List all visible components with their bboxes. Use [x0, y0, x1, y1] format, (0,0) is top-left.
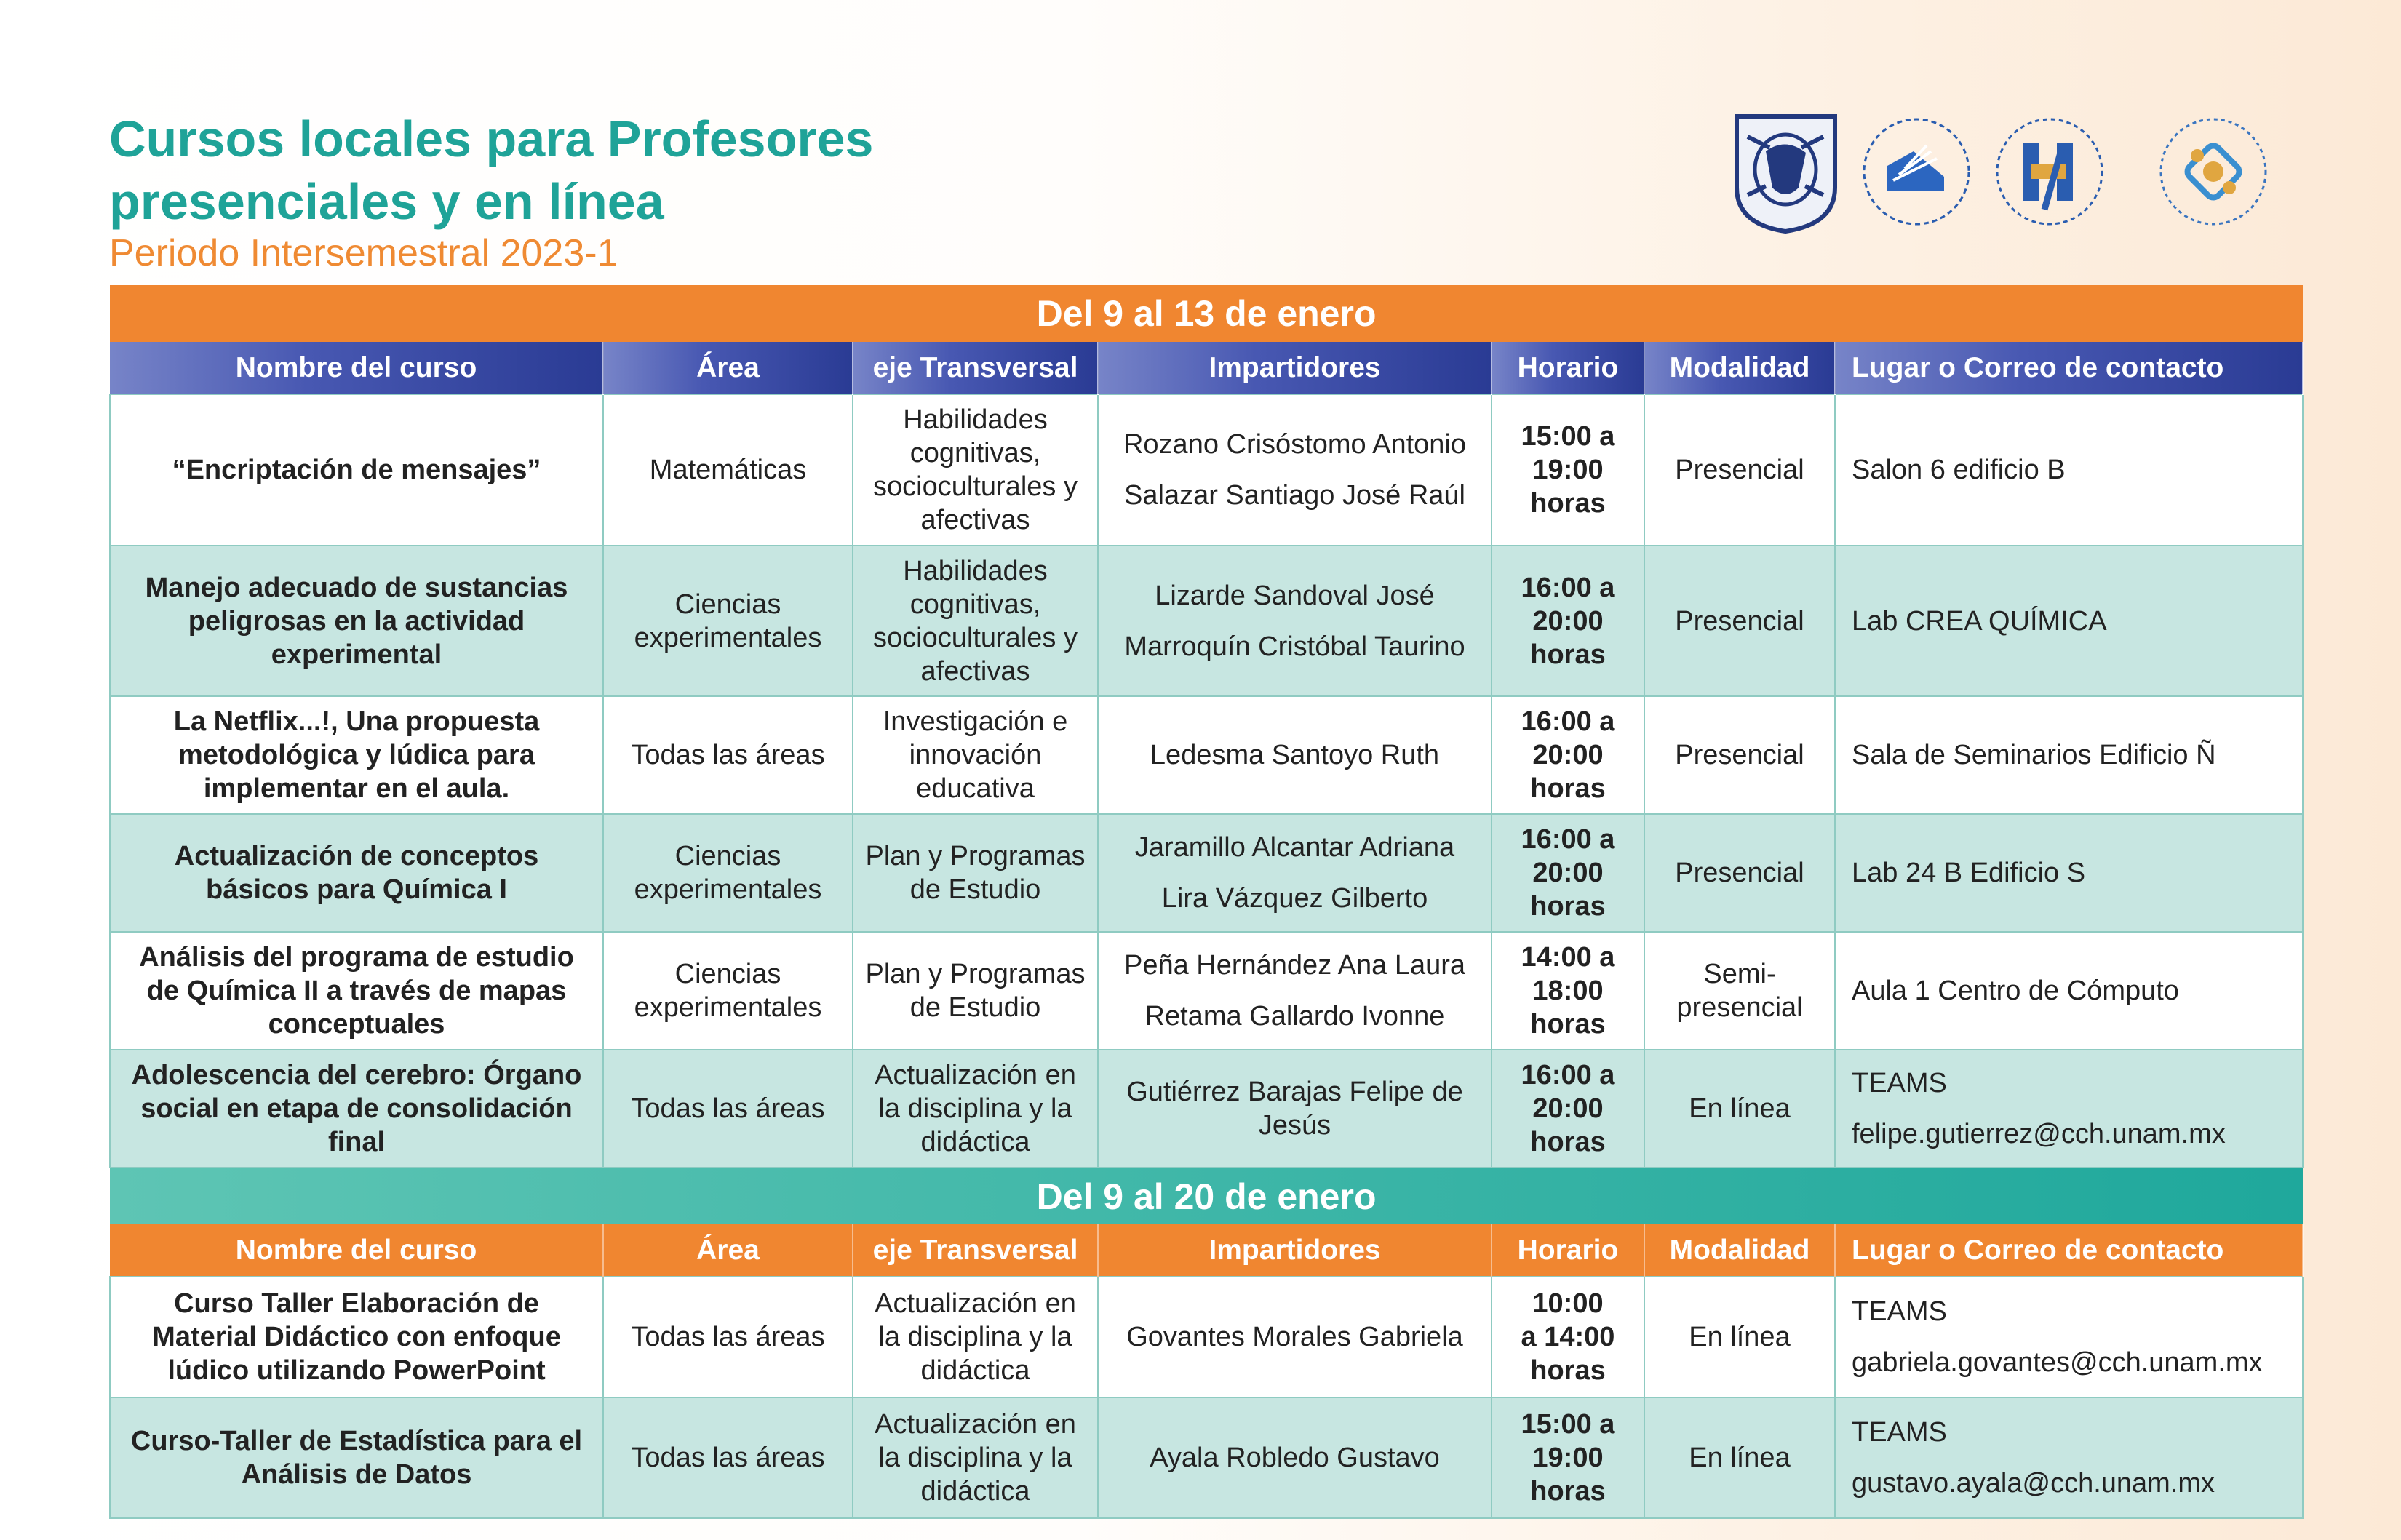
page-title-line-2: presenciales y en línea [109, 173, 664, 230]
course-location [1835, 546, 2303, 696]
page-title-line-1: Cursos locales para Profesores [109, 111, 874, 167]
schedule-line: horas [1530, 1355, 1606, 1386]
schedule-line: 20:00 [1532, 1093, 1604, 1124]
section-date-2: Del 9 al 20 de enero [110, 1168, 2303, 1224]
schedule-line: 16:00 a [1521, 1060, 1615, 1090]
course-location [1835, 814, 2303, 932]
column-header: Área [603, 1224, 853, 1277]
schedule-line: a 14:00 [1521, 1322, 1615, 1352]
course-instructors [1098, 932, 1492, 1050]
schedule-line: 10:00 [1532, 1288, 1604, 1319]
instructor-name: Gutiérrez Barajas Felipe de Jesús [1126, 1077, 1463, 1141]
location-line: Lab CREA QUÍMICA [1852, 605, 2107, 637]
course-name: Curso Taller Elaboración de Material Didáctico con enfoque lúdico utilizando PowerPoint [110, 1277, 603, 1397]
course-schedule [1492, 1397, 1644, 1518]
course-modality: Presencial [1644, 394, 1835, 546]
contact-email: gabriela.govantes@cch.unam.mx [1852, 1347, 2263, 1378]
column-header: Lugar o Correo de contacto [1835, 1224, 2303, 1277]
course-area: Ciencias experimentales [603, 932, 853, 1050]
schedule-line: 20:00 [1532, 605, 1604, 637]
course-name: La Netflix...!, Una propuesta metodológica y lúdica para implementar en el aula. [110, 696, 603, 814]
course-instructors [1098, 1277, 1492, 1397]
course-modality: En línea [1644, 1277, 1835, 1397]
course-instructors [1098, 1397, 1492, 1518]
cch-naucalpan-logo [1997, 119, 2102, 224]
course-schedule [1492, 1277, 1644, 1397]
schedule-line: horas [1530, 1009, 1606, 1040]
course-instructors [1098, 696, 1492, 814]
course-area: Todas las áreas [603, 1277, 853, 1397]
schedule-line: horas [1530, 1476, 1606, 1507]
instructor-name: Lizarde Sandoval José [1155, 580, 1435, 611]
schedule-line: 15:00 a [1521, 1409, 1615, 1440]
column-header: Modalidad [1644, 1224, 1835, 1277]
table-row [110, 1277, 2303, 1397]
course-area: Todas las áreas [603, 696, 853, 814]
column-header: Horario [1492, 342, 1644, 394]
column-header: Modalidad [1644, 342, 1835, 394]
instructor-name: Jaramillo Alcantar Adriana [1134, 832, 1455, 863]
instructor-name: Lira Vázquez Gilberto [1161, 883, 1428, 914]
course-axis: Actualización en la disciplina y la didáctica [853, 1277, 1098, 1397]
column-header: Área [603, 342, 853, 394]
course-schedule [1492, 546, 1644, 696]
course-instructors [1098, 814, 1492, 932]
instructor-name: Ayala Robledo Gustavo [1150, 1443, 1440, 1473]
column-header: eje Transversal [853, 342, 1098, 394]
cch-colegio-logo [1864, 119, 1969, 224]
course-name: “Encriptación de mensajes” [110, 394, 603, 546]
page-subtitle: Periodo Intersemestral 2023-1 [109, 232, 618, 274]
course-location [1835, 1050, 2303, 1168]
instructor-name: Peña Hernández Ana Laura [1123, 950, 1466, 981]
schedule-line: 15:00 a [1521, 421, 1615, 452]
course-axis: Investigación e innovación educativa [853, 696, 1098, 814]
course-name: Curso-Taller de Estadística para el Análisis de Datos [110, 1397, 603, 1518]
location-line: TEAMS [1852, 1417, 1947, 1448]
table-row [110, 1050, 2303, 1168]
column-header: Impartidores [1098, 1224, 1492, 1277]
table-row [110, 932, 2303, 1050]
schedule-line: 20:00 [1532, 858, 1604, 888]
course-name: Análisis del programa de estudio de Química II a través de mapas conceptuales [110, 932, 603, 1050]
course-name: Adolescencia del cerebro: Órgano social en etapa de consolidación final [110, 1050, 603, 1168]
column-header-row [110, 1224, 2303, 1277]
column-header: Nombre del curso [110, 1224, 603, 1277]
schedule-line: horas [1530, 488, 1606, 519]
table-row [110, 814, 2303, 932]
course-axis: Actualización en la disciplina y la didáctica [853, 1050, 1098, 1168]
course-axis: Plan y Programas de Estudio [853, 814, 1098, 932]
course-area: Matemáticas [603, 394, 853, 546]
schedule-line: horas [1530, 1127, 1606, 1157]
table-row [110, 696, 2303, 814]
course-schedule [1492, 696, 1644, 814]
contact-email: felipe.gutierrez@cch.unam.mx [1852, 1119, 2226, 1149]
column-header-row [110, 342, 2303, 394]
page-title [109, 108, 873, 233]
location-line: Aula 1 Centro de Cómputo [1852, 976, 2179, 1006]
course-location [1835, 696, 2303, 814]
schedule-line: 16:00 a [1521, 824, 1615, 855]
course-modality: Presencial [1644, 696, 1835, 814]
section-header-1 [110, 285, 2303, 342]
column-header: Impartidores [1098, 342, 1492, 394]
instructor-name: Marroquín Cristóbal Taurino [1124, 631, 1465, 662]
column-header: eje Transversal [853, 1224, 1098, 1277]
course-name: Manejo adecuado de sustancias peligrosas en la actividad experimental [110, 546, 603, 696]
institutional-logos [1726, 108, 2293, 235]
column-header: Horario [1492, 1224, 1644, 1277]
schedule-line: 16:00 a [1521, 572, 1615, 603]
schedule-line: horas [1530, 773, 1606, 804]
section-header-2 [110, 1168, 2303, 1224]
schedule-line: horas [1530, 639, 1606, 670]
course-schedule [1492, 394, 1644, 546]
location-line: Lab 24 B Edificio S [1852, 858, 2086, 888]
course-axis: Plan y Programas de Estudio [853, 932, 1098, 1050]
course-schedule [1492, 814, 1644, 932]
course-area: Ciencias experimentales [603, 814, 853, 932]
course-location [1835, 1277, 2303, 1397]
instructor-name: Salazar Santiago José Raúl [1124, 480, 1465, 511]
course-modality: Semi-presencial [1644, 932, 1835, 1050]
instructor-name: Govantes Morales Gabriela [1126, 1322, 1463, 1352]
course-modality: Presencial [1644, 814, 1835, 932]
location-line: TEAMS [1852, 1068, 1947, 1098]
unam-seal [1737, 116, 1835, 231]
table-row [110, 1397, 2303, 1518]
course-instructors [1098, 394, 1492, 546]
course-modality: En línea [1644, 1397, 1835, 1518]
location-line: TEAMS [1852, 1296, 1947, 1327]
location-line: Sala de Seminarios Edificio Ñ [1852, 740, 2216, 770]
location-line: Salon 6 edificio B [1852, 455, 2066, 485]
course-axis: Actualización en la disciplina y la didáctica [853, 1397, 1098, 1518]
schedule-line: horas [1530, 891, 1606, 922]
course-modality: Presencial [1644, 546, 1835, 696]
secretaria-docente-logo [2161, 119, 2266, 224]
course-axis: Habilidades cognitivas, socioculturales y afectivas [853, 394, 1098, 546]
schedule-line: 16:00 a [1521, 706, 1615, 737]
course-area: Todas las áreas [603, 1050, 853, 1168]
courses-table [109, 285, 2304, 1519]
course-location [1835, 932, 2303, 1050]
course-location [1835, 394, 2303, 546]
column-header: Lugar o Correo de contacto [1835, 342, 2303, 394]
section-date-1: Del 9 al 13 de enero [110, 285, 2303, 342]
table-row [110, 546, 2303, 696]
schedule-line: 14:00 a [1521, 942, 1615, 973]
instructor-name: Retama Gallardo Ivonne [1144, 1001, 1445, 1032]
contact-email: gustavo.ayala@cch.unam.mx [1852, 1468, 2215, 1499]
course-instructors [1098, 546, 1492, 696]
course-instructors [1098, 1050, 1492, 1168]
course-name: Actualización de conceptos básicos para Química I [110, 814, 603, 932]
course-area: Ciencias experimentales [603, 546, 853, 696]
column-header: Nombre del curso [110, 342, 603, 394]
course-schedule [1492, 932, 1644, 1050]
schedule-line: 18:00 [1532, 976, 1604, 1006]
course-schedule [1492, 1050, 1644, 1168]
course-axis: Habilidades cognitivas, socioculturales y afectivas [853, 546, 1098, 696]
course-modality: En línea [1644, 1050, 1835, 1168]
schedule-line: 20:00 [1532, 740, 1604, 770]
course-location [1835, 1397, 2303, 1518]
table-row [110, 394, 2303, 546]
course-area: Todas las áreas [603, 1397, 853, 1518]
instructor-name: Rozano Crisóstomo Antonio [1123, 429, 1467, 460]
schedule-line: 19:00 [1532, 455, 1604, 485]
instructor-name: Ledesma Santoyo Ruth [1150, 740, 1440, 770]
schedule-line: 19:00 [1532, 1443, 1604, 1473]
